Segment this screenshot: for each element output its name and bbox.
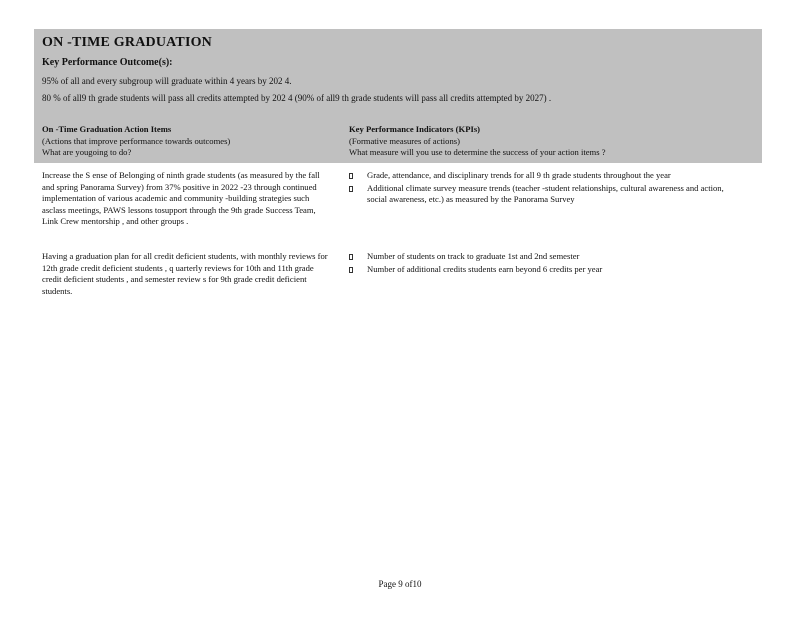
column-subheading: (Formative measures of actions) [349,135,460,146]
kpi-item [349,183,737,206]
kpi-text: Grade, attendance, and disciplinary trends for all 9 th grade students throughout the year [367,170,671,180]
action-item: Increase the S ense of Belonging of ninth grade students (as measured by the fall and spring Panorama Survey) from 37% positive in 2022 -23 through continued implementation of various academic and community -building strategies such asclass meetings, PAWS lessons tosupport through the 9th grade Success Team, Link Crew mentorship , and other groups . [42,170,320,227]
key-performance-outcomes-label: Key Performance Outcome(s): [42,57,173,68]
outcome-statement: 95% of all and every subgroup will graduate within 4 years by 202 4. [42,76,292,86]
kpi-list [349,251,737,276]
outcome-statement: 80 % of all9 th grade students will pass all credits attempted by 202 4 (90% of all9 th grade students will pass all credits attempted by 2027) . [42,93,552,103]
kpi-item [349,251,737,263]
kpi-text: Number of additional credits students earn beyond 6 credits per year [367,263,603,274]
kpi-list [349,170,737,207]
column-heading: On -Time Graduation Action Items [42,124,172,134]
bullet-icon [349,254,353,260]
action-items-column-header [42,124,230,159]
kpi-text: Number of students on track to graduate 1st and 2nd semester [367,251,580,261]
column-question: What measure will you use to determine the success of your action items ? [349,147,606,157]
kpi-item [349,264,737,276]
column-question: What are yougoing to do? [42,147,132,157]
kpi-text: Additional climate survey measure trends (teacher -student relationships, cultural awareness and action, social awareness, etc.) as measured by the Panorama Survey [367,182,724,205]
page-title: ON -TIME GRADUATION [42,35,212,50]
column-subheading: (Actions that improve performance towards outcomes) [42,135,231,146]
kpi-column-header [349,124,606,159]
action-item: Having a graduation plan for all credit deficient students, with monthly reviews for 12th grade credit deficient students , q uarterly reviews for 10th and 11th grade credit deficient students , and semester review s for 9th grade credit deficient students. [42,251,328,296]
page-number: Page 9 of10 [378,579,422,589]
column-heading: Key Performance Indicators (KPIs) [349,124,481,134]
bullet-icon [349,186,353,192]
bullet-icon [349,173,353,179]
bullet-icon [349,267,353,273]
kpi-item [349,170,737,182]
